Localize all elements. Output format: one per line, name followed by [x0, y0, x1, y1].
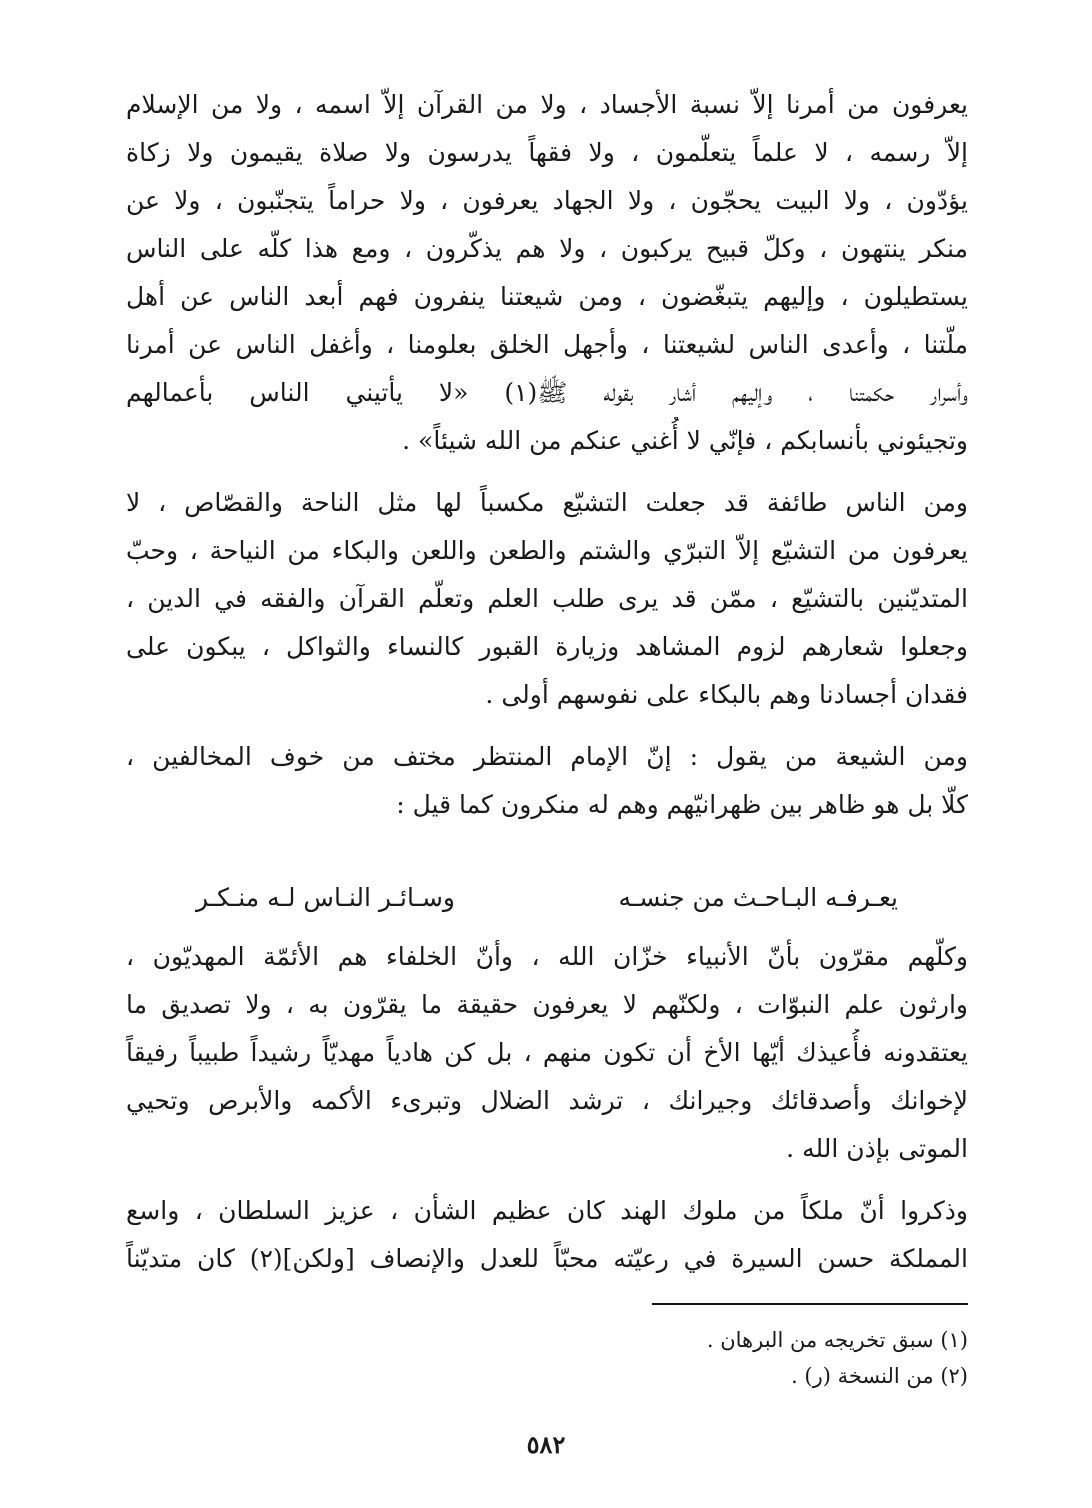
footnotes	[368, 1322, 968, 1394]
text-line: يؤدّون ، ولا البيت يحجّون ، ولا الجهاد يعرفون ، ولا حراماً يتجنّبون ، ولا عن	[126, 186, 968, 215]
paragraph-4	[126, 933, 968, 1173]
text-line: يعتقدونه فأُعيذك أيّها الأخ أن تكون منهم ، بل كن هادياً مهديّاً رشيداً طبيباً رفيقاً	[126, 1038, 968, 1067]
text-line: منكر ينتهون ، وكلّ قبيح يركبون ، ولا هم يذكّرون ، ومع هذا كلّه على الناس	[126, 234, 968, 263]
text-line: فقدان أجسادنا وهم بالبكاء على نفوسهم أولى .	[485, 680, 968, 709]
text-line: المملكة حسن السيرة في رعيّته محبّاً للعدل والإنصاف [ولكن](٢) كان متديّناً	[126, 1244, 968, 1273]
footnote-2: (٢) من النسخة (ر) .	[791, 1364, 968, 1388]
paragraph-1	[126, 81, 968, 465]
poetry-verse	[126, 873, 968, 923]
page-number: ٥٨٢	[526, 1430, 566, 1459]
paragraph-5	[126, 1187, 968, 1283]
text-line: ومن الناس طائفة قد جعلت التشيّع مكسباً لها مثل الناحة والقصّاص ، لا	[126, 488, 968, 517]
main-text-upper	[126, 81, 968, 843]
text-line: ومن الشيعة من يقول : إنّ الإمام المنتظر مختف من خوف المخالفين ،	[126, 742, 968, 771]
footnote-separator	[652, 1303, 968, 1305]
text-line: وأسرار حكمتنا ، وإليهم أشار بقوله ﷺ(١) «لا يأتيني الناس بأعمالهم	[126, 378, 968, 407]
text-line: وارثون علم النبوّات ، ولكنّهم لا يعرفون حقيقة ما يقرّون به ، ولا تصديق ما	[126, 990, 968, 1019]
text-line: إلاّ رسمه ، لا علماً يتعلّمون ، ولا فقهاً يدرسون ولا صلاة يقيمون ولا زكاة	[126, 138, 968, 167]
text-line: وجعلوا شعارهم لزوم المشاهد وزيارة القبور كالنساء والثواكل ، يبكون على	[126, 632, 968, 661]
text-line: يعرفون من التشيّع إلاّ التبرّي والشتم والطعن واللعن والبكاء من النياحة ، وحبّ	[126, 536, 968, 565]
text-line: وذكروا أنّ ملكاً من ملوك الهند كان عظيم الشأن ، عزيز السلطان ، واسع	[126, 1196, 968, 1225]
footnote-1: (١) سبق تخريجه من البرهان .	[706, 1328, 968, 1352]
text-line: الموتى بإذن الله .	[786, 1134, 968, 1163]
text-line: يستطيلون ، وإليهم يتبغّضون ، ومن شيعتنا ينفرون فهم أبعد الناس عن أهل	[126, 282, 968, 311]
verse-first-hemistich: يعـرفـه البـاحـث من جنسـه	[618, 883, 898, 912]
text-line: المتديّنين بالتشيّع ، ممّن قد يرى طلب العلم وتعلّم القرآن والفقه في الدين ،	[126, 584, 968, 613]
paragraph-3	[126, 733, 968, 829]
text-line: كلّا بل هو ظاهر بين ظهرانيّهم وهم له منكرون كما قيل :	[396, 790, 968, 819]
main-text-lower	[126, 933, 968, 1297]
text-line: يعرفون من أمرنا إلاّ نسبة الأجساد ، ولا من القرآن إلاّ اسمه ، ولا من الإسلام	[126, 90, 968, 119]
text-line: وتجيئوني بأنسابكم ، فإنّي لا أُغني عنكم من الله شيئاً» .	[402, 426, 968, 455]
paragraph-2	[126, 479, 968, 719]
text-line: لإخوانك وأصدقائك وجيرانك ، ترشد الضلال وتبرىء الأكمه والأبرص وتحيي	[126, 1086, 968, 1115]
text-line: وكلّهم مقرّون بأنّ الأنبياء خزّان الله ، وأنّ الخلفاء هم الأئمّة المهديّون ،	[126, 942, 968, 971]
text-line: ملّتنا ، وأعدى الناس لشيعتنا ، وأجهل الخلق بعلومنا ، وأغفل الناس عن أمرنا	[126, 330, 968, 359]
verse-second-hemistich: وسـائـر النـاس لـه منـكـر	[196, 883, 455, 912]
